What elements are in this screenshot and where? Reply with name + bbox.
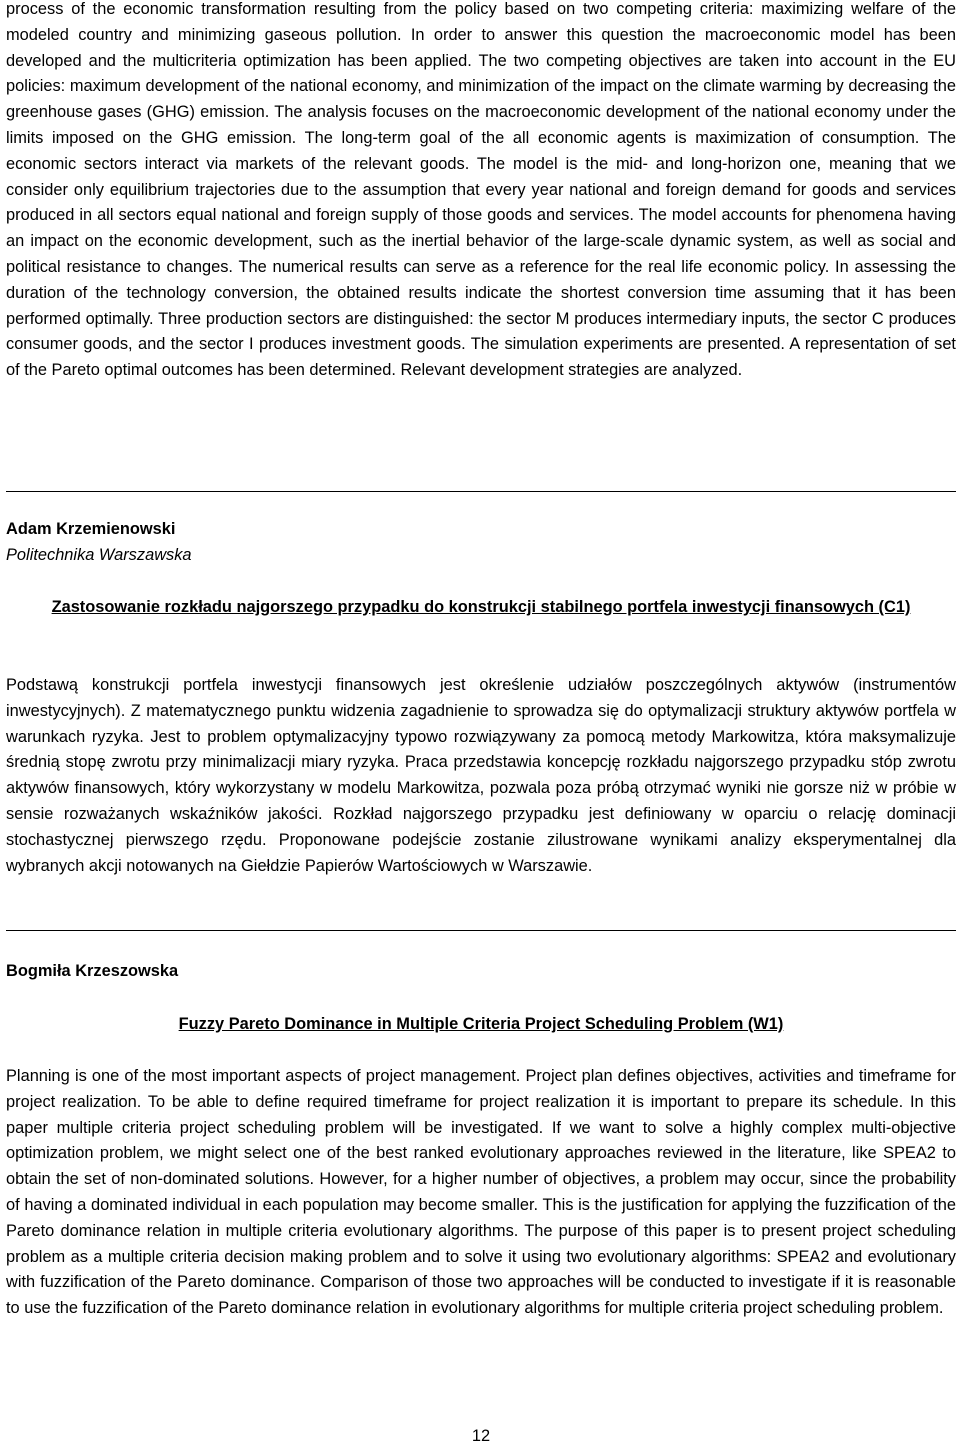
page-number: 12 bbox=[471, 1427, 491, 1445]
section-divider bbox=[6, 491, 956, 492]
paper-abstract: Planning is one of the most important aspects of project management. Project plan defines objectives, activities and timeframe for project realization. To be able to define required timeframe for project realization it is important to prepare its schedule. In this paper multiple criteria project scheduling problem will be investigated. If we want to solve a highly complex multi-objective optimization problem, we might select one of the best ranked evolutionary approaches reviewed in the literature, like SPEA2 to obtain the set of non-dominated solutions. However, for a higher number of objectives, a problem may occur, since the probability of having a dominated individual in each population may become smaller. This is the justification for applying the fuzzification of the Pareto dominance relation in multiple criteria evolutionary algorithms. The purpose of this paper is to present project scheduling problem as a multiple criteria decision making problem and to solve it using two evolutionary algorithms: SPEA2 and evolutionary with fuzzification of the Pareto dominance. Comparison of those two approaches will be conducted to investigate if it is reasonable to use the fuzzification of the Pareto dominance relation in evolutionary algorithms for multiple criteria project scheduling problem. bbox=[6, 1067, 956, 1318]
author-affiliation: Politechnika Warszawska bbox=[6, 546, 192, 564]
abstract-continued-text: process of the economic transformation resulting from the policy based on two competing criteria: maximizing welfare of the modeled country and minimizing gaseous pollution. In order to answer this question the macroeconomic model has been developed and the multicriteria optimization has been applied. The two competing objectives are taken into account in the EU policies: maximum development of the national economy, and minimization of the impact on the climate warming by decreasing the greenhouse gases (GHG) emission. The analysis focuses on the macroeconomic development of the national economy under the limits imposed on the GHG emission. The long-term goal of the all economic agents is maximization of consumption. The economic sectors interact via markets of the relevant goods. The model is the mid- and long-horizon one, meaning that we consider only equilibrium trajectories due to the assumption that every year national and foreign demand for goods and services produced in all sectors equal national and foreign supply of those goods and services. The model accounts for phenomena having an impact on the economic development, such as the inertial behavior of the large-scale dynamic system, as well as social and political resistance to changes. The numerical results can serve as a reference for the real life economic policy. In assessing the duration of the technology conversion, the obtained results indicate the shortest conversion time assuming that it has been performed optimally. Three production sectors are distinguished: the sector M produces intermediary inputs, the sector C produces consumer goods, and the sector I produces investment goods. The simulation experiments are presented. A representation of set of the Pareto optimal outcomes has been determined. Relevant development strategies are analyzed. bbox=[6, 0, 956, 380]
section-divider bbox=[6, 930, 956, 931]
document-page bbox=[6, 0, 956, 1448]
paper-title: Zastosowanie rozkładu najgorszego przypadku do konstrukcji stabilnego portfela inwestycji finansowych (C1) bbox=[51, 598, 911, 616]
paper-title: Fuzzy Pareto Dominance in Multiple Criteria Project Scheduling Problem (W1) bbox=[178, 1015, 784, 1033]
author-name: Adam Krzemienowski bbox=[6, 520, 176, 538]
paper-abstract: Podstawą konstrukcji portfela inwestycji finansowych jest określenie udziałów poszczególnych aktywów (instrumentów inwestycyjnych). Z matematycznego punktu widzenia zagadnienie to sprowadza się do optymalizacji struktury aktywów portfela w warunkach ryzyka. Jest to problem optymalizacyjny typowo rozwiązywany za pomocą metody Markowitza, która maksymalizuje średnią stopę zwrotu przy minimalizacji miary ryzyka. Praca przedstawia koncepcję rozkładu najgorszego przypadku stóp zwrotu aktywów finansowych, który wykorzystany w modelu Markowitza, pozwala poza próbą otrzymać wyniki nie gorsze niż w próbie w sensie rozważanych wskaźników jakości. Rozkład najgorszego przypadku jest definiowany w oparciu o relację dominacji stochastycznej pierwszego rzędu. Proponowane podejście zostanie zilustrowane wynikami analizy eksperymentalnej dla wybranych akcji notowanych na Giełdzie Papierów Wartościowych w Warszawie. bbox=[6, 676, 956, 875]
author-name: Bogmiła Krzeszowska bbox=[6, 962, 179, 980]
